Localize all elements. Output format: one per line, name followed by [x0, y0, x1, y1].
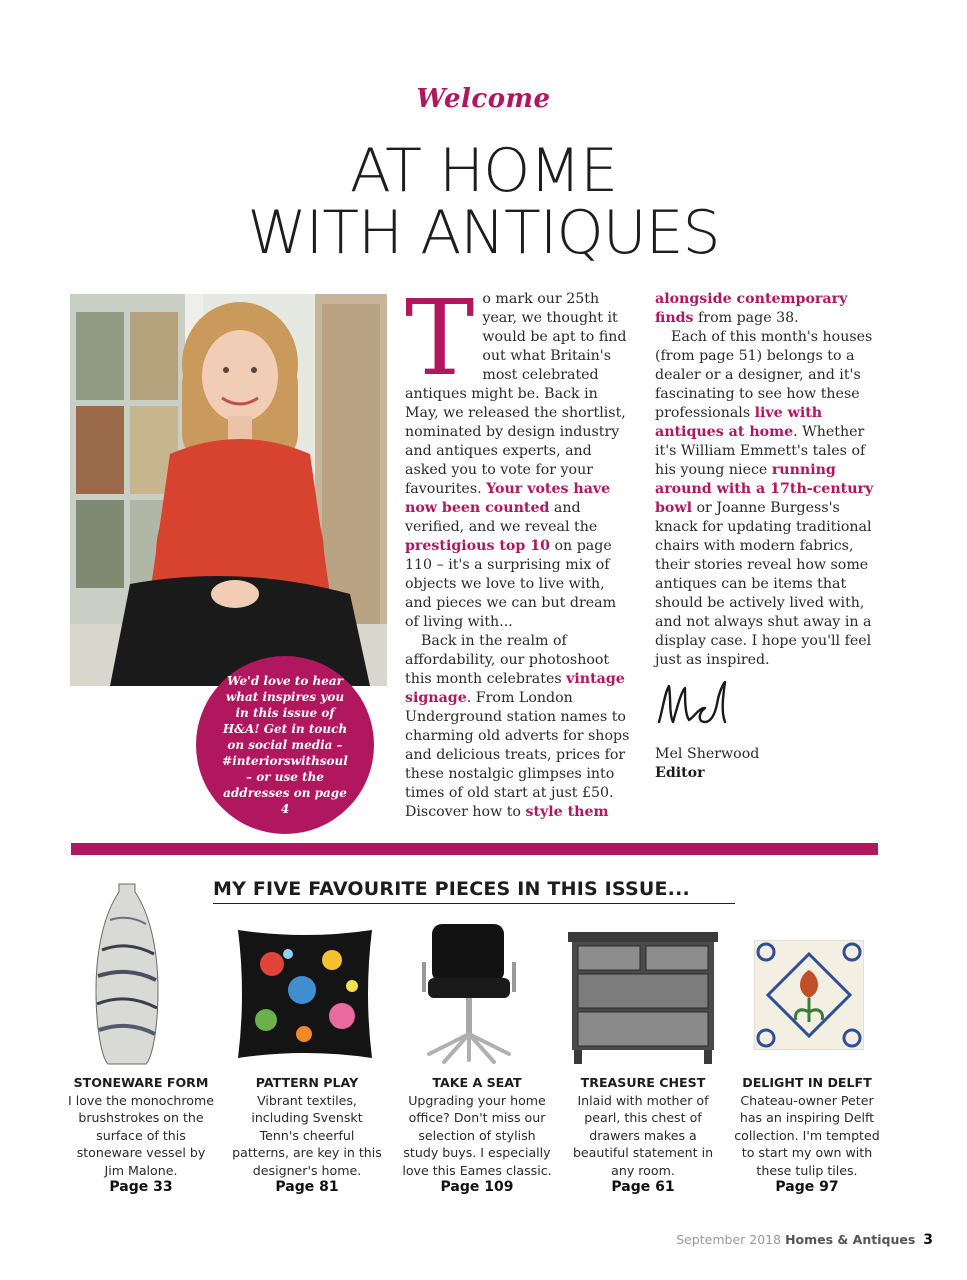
favourites-heading: MY FIVE FAVOURITE PIECES IN THIS ISSUE... — [213, 878, 735, 904]
stoneware-vase-image — [92, 880, 162, 1066]
letter-text: . Whether it's William Emmett's tales of his young niece — [655, 424, 866, 478]
letter-column-2 — [655, 290, 880, 670]
issue-date: September 2018 — [676, 1232, 782, 1247]
editor-signature — [655, 678, 775, 734]
letter-text: and verified, and we reveal the — [405, 500, 598, 535]
headline-line-1: AT HOME — [349, 136, 618, 206]
page-number: 3 — [923, 1232, 933, 1248]
editor-portrait-illustration — [70, 294, 387, 686]
letter-paragraph — [405, 632, 633, 822]
item-page-link[interactable]: Page 81 — [275, 1179, 339, 1195]
editor-name: Mel Sherwood — [655, 746, 760, 762]
favourite-item — [66, 1074, 216, 1197]
editor-photo — [70, 294, 387, 686]
item-description: I love the monochrome brushstrokes on the surface of this stoneware vessel by Jim Malone. — [68, 1092, 214, 1178]
editor-title: Editor — [655, 765, 705, 781]
letter-column-1 — [405, 277, 633, 822]
item-title: TAKE A SEAT — [432, 1075, 522, 1090]
magazine-name: Homes & Antiques — [785, 1232, 916, 1247]
chest-of-drawers-image — [566, 930, 720, 1064]
favourite-item — [732, 1074, 882, 1197]
item-description: Chateau-owner Peter has an inspiring Delft collection. I'm tempted to start my own with these tulip tiles. — [734, 1092, 880, 1178]
signature-scribble — [655, 678, 775, 734]
letter-paragraph — [405, 277, 633, 632]
letter-paragraph — [655, 290, 880, 328]
letter-text: on page 110 – it's a surprising mix of objects we love to live with, and pieces we can but dream of living with... — [405, 538, 617, 630]
item-page-link[interactable]: Page 109 — [440, 1179, 514, 1195]
callout-circle — [196, 656, 374, 834]
item-description: Vibrant textiles, including Svenskt Tenn's cheerful patterns, are key in this designer's home. — [232, 1092, 382, 1178]
cushion-image — [232, 924, 378, 1064]
favourite-item — [568, 1074, 718, 1197]
letter-highlight: live with antiques at home — [655, 405, 823, 440]
letter-highlight: running around with a 17th-century bowl — [655, 462, 874, 516]
letter-text: or Joanne Burgess's knack for updating traditional chairs with modern fabrics, their stories reveal how some antiques can be items that should be actively lived with, and not always shut away in a display case. I hope you'll feel just as inspired. — [655, 500, 872, 668]
office-chair-image — [414, 922, 524, 1064]
letter-text: . From London Underground station names to charming old adverts for shops and delicious treats, prices for these nostalgic glimpses into times of old start at just £50. Discover how to — [405, 690, 630, 820]
letter-text: Each of this month's houses (from page 51) belongs to a dealer or a designer, and it's fascinating to see how these professionals — [655, 329, 873, 421]
letter-highlight: style them — [525, 804, 609, 820]
letter-highlight: prestigious top 10 — [405, 538, 550, 554]
favourite-item — [232, 1074, 382, 1197]
item-page-link[interactable]: Page 33 — [109, 1179, 173, 1195]
delft-tile-image — [754, 940, 864, 1050]
item-description: Upgrading your home office? Don't miss our selection of stylish study buys. I especially love this Eames classic. — [402, 1092, 552, 1178]
item-title: DELIGHT IN DELFT — [742, 1075, 872, 1090]
item-title: STONEWARE FORM — [73, 1075, 209, 1090]
page-headline — [0, 136, 967, 268]
page-footer — [676, 1232, 933, 1248]
drop-cap: T — [405, 277, 475, 399]
letter-paragraph — [655, 328, 880, 670]
item-title: PATTERN PLAY — [255, 1075, 359, 1090]
letter-text: Back in the realm of affordability, our photoshoot this month celebrates — [405, 633, 610, 687]
item-page-link[interactable]: Page 61 — [611, 1179, 675, 1195]
letter-text: o mark our 25th year, we thought it would be apt to find out what Britain's most celebrated antiques might be. Back in May, we released the shortlist, nominated by design industry and antiques experts, and asked you to vote for your favourites. — [405, 291, 627, 497]
callout-text: We'd love to hear what inspires you in this issue of H&A! Get in touch on social media – #interiorswithsoul – or use the addresses on page 4 — [222, 674, 348, 816]
item-page-link[interactable]: Page 97 — [775, 1179, 839, 1195]
headline-line-2: WITH ANTIQUES — [247, 198, 720, 268]
letter-highlight: vintage signage — [405, 671, 625, 706]
welcome-kicker: Welcome — [416, 84, 551, 114]
section-divider — [71, 843, 878, 855]
letter-highlight: alongside contemporary finds — [655, 291, 848, 326]
letter-highlight: Your votes have now been counted — [405, 481, 611, 516]
item-description: Inlaid with mother of pearl, this chest of drawers makes a beautiful statement in any room. — [572, 1092, 714, 1178]
item-title: TREASURE CHEST — [580, 1075, 706, 1090]
favourite-item — [402, 1074, 552, 1197]
letter-text: from page 38. — [693, 310, 799, 326]
